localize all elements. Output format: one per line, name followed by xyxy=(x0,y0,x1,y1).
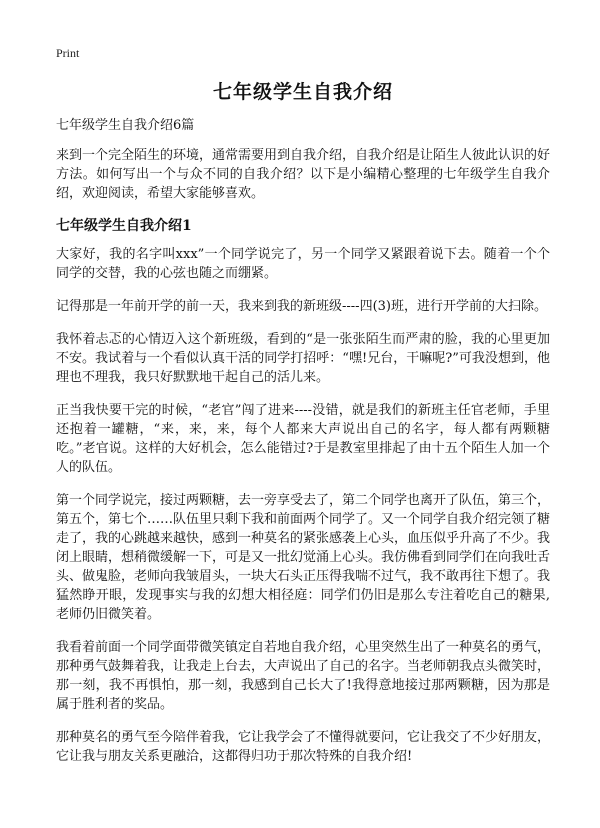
print-link[interactable]: Print xyxy=(56,46,80,60)
intro-paragraph: 来到一个完全陌生的环境，通常需要用到自我介绍，自我介绍是让陌生人彼此认识的好方法。如何写出一个与众不同的自我介绍？以下是小编精心整理的七年级学生自我介绍，欢迎阅读，希望大家能够喜欢。 xyxy=(56,148,551,201)
body-paragraph: 那种莫名的勇气至今陪伴着我，它让我学会了不懂得就要问，它让我交了不少好朋友，它让我与朋友关系更融洽，这都得归功于那次特殊的自我介绍! xyxy=(56,730,551,764)
section-heading: 七年级学生自我介绍1 xyxy=(56,218,192,234)
body-paragraph: 正当我快要干完的时候，“老官”闯了进来----没错，就是我们的新班主任官老师，手里还抱着一罐糖，“来，来，来，每个人都来大声说出自己的名字，每人都有两颗糖吃。”老官说。这样的大好机会，怎么能错过?于是教室里排起了由十五个陌生人加一个人的队伍。 xyxy=(56,403,550,475)
body-paragraph: 记得那是一年前开学的前一天，我来到我的新班级----四(3)班，进行开学前的大扫除。 xyxy=(56,299,547,314)
body-paragraph: 我看着前面一个同学面带微笑镇定自若地自我介绍，心里突然生出了一种莫名的勇气，那种勇气鼓舞着我，让我走上台去，大声说出了自己的名字。当老师朝我点头微笑时，那一刻，我不再惧怕，那一刻，我感到自己长大了!我得意地接过那两颗糖，因为那是属于胜利者的奖品。 xyxy=(56,640,551,712)
document-subtitle: 七年级学生自我介绍6篇 xyxy=(56,118,195,133)
body-paragraph: 我怀着忐忑的心情迈入这个新班级，看到的“是一张张陌生而严肃的脸，我的心里更加不安。我试着与一个看似认真干活的同学打招呼：“嘿!兄台，干嘛呢?”可我没想到，他理也不理我，我只好默默地干起自己的活儿来。 xyxy=(56,332,550,385)
document-title: 七年级学生自我介绍 xyxy=(212,81,393,103)
document-body xyxy=(56,80,550,780)
body-paragraph: 大家好，我的名字叫xxx”一个同学说完了，另一个同学又紧跟着说下去。随着一个个同学的交替，我的心弦也随之而绷紧。 xyxy=(56,247,550,281)
body-paragraph: 第一个同学说完，接过两颗糖，去一旁享受去了，第二个同学也离开了队伍，第三个，第五个，第七个……队伍里只剩下我和前面两个同学了。又一个同学自我介绍完领了糖走了，我的心跳越来越快，感到一种莫名的紧张感袭上心头，血压似乎升高了不少。我闭上眼睛，想稍微缓解一下，可是又一批幻觉涌上心头。我仿佛看到同学们在向我吐舌头、做鬼脸，老师向我皱眉头，一块大石头正压得我喘不过气，我不敢再往下想了。我猛然睁开眼，发现事实与我的幻想大相径庭：同学们仍旧是那么专注着吃自己的糖果,老师仍旧微笑着。 xyxy=(56,493,551,622)
